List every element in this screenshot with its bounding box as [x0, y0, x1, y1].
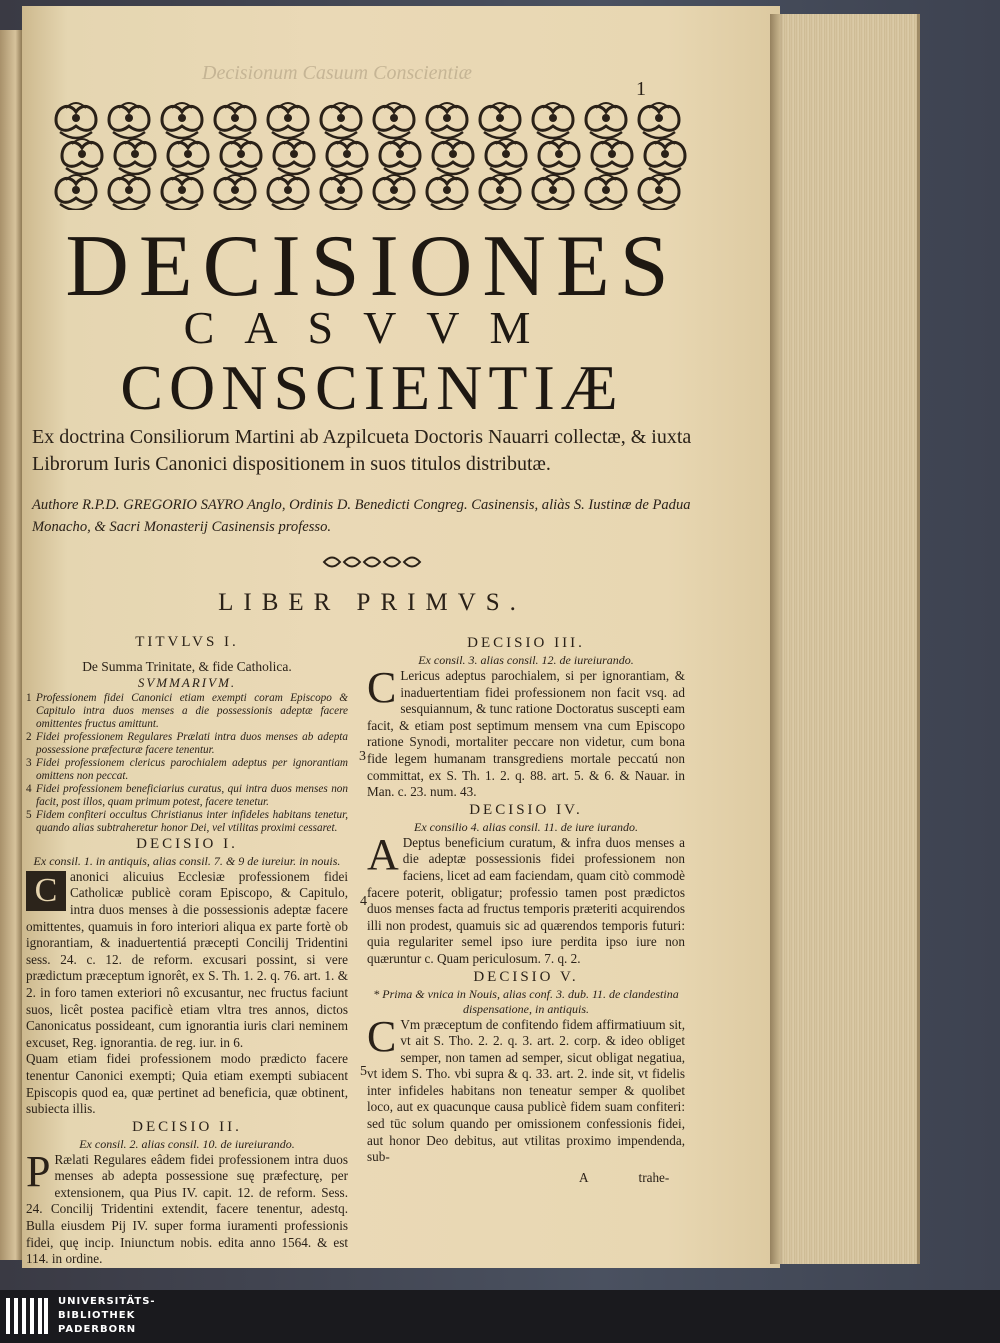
- decisio-4-text: A Deptus beneficium curatum, & infra duos menses a die adeptæ possessionis fidei professionem non faciens, licet ad eam faciendam, quam citò commodè facere poterit, obligatur; professio tamen post prædictos duos menses facta ad fructus temporis præteriti acquirendos illi non prodest, quamuis sic ad quærendos temporis futuri: quia regulariter semel ipso iure perdita ipso iure non quæruntur c. Quam periculosum. 7. q. 2.: [367, 829, 685, 966]
- book-page: [22, 6, 780, 1268]
- summary-item: 2 Fidei professionem Regulares Prælati intra duos menses ab adepta possessione præfecturæ facere tenentur.: [26, 730, 348, 756]
- dropcap: A: [367, 829, 399, 879]
- title-line-casuum: CASVVM: [183, 302, 561, 353]
- title-line-conscientiae: CONSCIENTIÆ: [120, 352, 624, 423]
- left-column: [26, 634, 348, 1268]
- ornament-band-icon: [52, 100, 692, 210]
- decisio-4-heading: DECISIO IV.: [469, 801, 583, 818]
- decisio-3-text: C Lericus adeptus parochialem, si per ignorantiam, & inaduertentiam fidei professionem non facit vsq. ad sesquiannum, & tunc ratione Doctoratus suscepti eam facit, & etiam post septimum mensem vna cum Episcopo ratione Synodi, mortaliter peccare non videtur, cum bona fide legem humanam transgrediens mortale peccatú non committat, ex S. Th. 1. 2. q. 88. art. 5. & 6. & Nauar. in Man. c. 23. num. 43.: [367, 663, 685, 800]
- dropcap: C: [26, 871, 66, 911]
- library-name-line3: PADERBORN: [58, 1324, 137, 1335]
- decisio-5-heading: DECISIO V.: [473, 968, 579, 985]
- decisio-2-source: Ex consil. 2. alias consil. 10. de iureiurando.: [79, 1136, 295, 1151]
- bleed-through-header: Decisionum Casuum Conscientiæ: [202, 62, 472, 84]
- fleuron-icon: [322, 553, 422, 571]
- library-name-line1: UNIVERSITÄTS-: [58, 1296, 156, 1307]
- decisio-2-heading: DECISIO II.: [132, 1118, 242, 1135]
- summary-item: 4 Fidei professionem beneficiarius curatus, qui intra duos menses non facit, post illos, quam primum potest, facere tenetur.: [26, 782, 348, 808]
- decisio-4-source: Ex consilio 4. alias consil. 11. de iure iurando.: [414, 819, 638, 834]
- margin-number: 3: [359, 749, 366, 764]
- decisio-3-source: Ex consil. 3. alias consil. 12. de iureiurando.: [418, 653, 634, 667]
- chapter-title: De Summa Trinitate, & fide Catholica.: [82, 658, 292, 674]
- library-name-line2: BIBLIOTHEK: [58, 1310, 136, 1321]
- decisio-1-heading: DECISIO I.: [136, 835, 238, 852]
- summarium-heading: SVMMARIVM.: [137, 675, 237, 691]
- library-logo-icon: [4, 1294, 50, 1338]
- decisio-2-text: P Rælati Regulares eâdem fidei professionem intra duos menses ab adepta possessione suę præfecturę, per extensionem, qua Pius IV. capit. 12. de reform. Sess. 24. Concilij Tridentini extendit, facere tenentur, adestq. Bulla eiusdem Pij IV. super forma iuramenti professionis fidei, quę incip. Iniunctum nobis. edita anno 1564. & est 114. in ordine.: [26, 1146, 348, 1267]
- page-edges-stack: [770, 14, 920, 1264]
- title-line-decisiones: DECISIONES: [65, 218, 679, 315]
- decisio-1-text: C anonici alicuius Ecclesiæ professionem fidei Catholicæ publicè coram Episcopo, & Capitulo, intra duos menses à die possessionis adeptæ facere omittentes, quamuis in foro interiori aliqua ex parte fortè ob ignorantiam, & inaduertentiá præcepti Concilij Tridentini sess. 24. c. 12. de reform. excusari possint, si vere prædictum præceptum ignorêt, ex S. Th. 1. 2. q. 76. art. 1. & 2. in foro tamen exteriori nô excusantur, nec fructus faciunt suos, licêt postea pacificè etiam vltra tres annos, dictos Canonicatus possideant, cum ignorantia iuris clari neminem excuset, Reg. ignorantia. de reg. iur. in 6.: [26, 868, 348, 1050]
- margin-number: 4: [360, 894, 367, 909]
- subtitle: Ex doctrina Consiliorum Martini ab Azpilcueta Doctoris Nauarri collectæ, & iuxta Librorum Iuris Canonici dispositionem in suos titulos distributæ.: [32, 426, 692, 475]
- titulus-heading: TITVLVS I.: [135, 634, 239, 650]
- signature-catchword: [579, 1170, 669, 1186]
- right-column: [367, 634, 685, 1166]
- decisio-1-source: Ex consil. 1. in antiquis, alias consil. 7. & 9 de iureiur. in nouis.: [33, 853, 341, 868]
- author-line: Authore R.P.D. GREGORIO SAYRO Anglo, Ordinis D. Benedicti Congreg. Casinensis, aliàs S. Iustinæ de Padua Monacho, & Sacri Monasterij Casinensis professo.: [32, 497, 691, 535]
- page-number: 1: [636, 78, 646, 100]
- dropcap: C: [367, 1011, 397, 1061]
- decisio-5-text: C Vm præceptum de confitendo fidem affirmatiuum sit, vt ait S. Tho. 2. 2. q. 3. art. 2. corp. & ideo obliget semper, non tamen ad semper, sicut obligat negatiua, vt idem S. Tho. vbi supra & q. 33. art. 2. inde sit, vt fidelis inter infideles habitans non teneatur semper & quolibet loco, aut ex quacunque causa publicè fidem suam confiteri: sed tūc solum quando per omissionem confessionis fidei, aut honor Deo debitus, aut vtilitas proximo impendenda, sub-: [367, 1011, 685, 1165]
- margin-number: 5: [360, 1064, 367, 1079]
- summary-item: 1 Professionem fidei Canonici etiam exempti coram Episcopo & Capitulo intra duos menses a die possessionis adeptæ facere omittentes fructus amittunt.: [26, 691, 348, 730]
- summary-item: 3 Fidei professionem clericus parochialem adeptus per ignorantiam omittens non peccat.: [26, 756, 348, 782]
- gutter-shadow: [770, 14, 784, 1264]
- dropcap: C: [367, 663, 397, 712]
- dropcap: P: [26, 1146, 51, 1196]
- summary-item: 5 Fidem confiteri occultus Christianus inter infideles habitans tenetur, quando alias subtraheretur honor Dei, vel vtilitas proximi cessaret.: [26, 808, 348, 834]
- decisio-5-source: * Prima & vnica in Nouis, alias conf. 3. dub. 11. de clandestina dispensatione, in antiquis.: [373, 986, 679, 1016]
- catchword: trahe-: [638, 1170, 670, 1185]
- book-heading: LIBER PRIMVS.: [218, 589, 526, 616]
- decisio-1-text-2: Quam etiam fidei professionem modo prædicto facere tenentur Canonici exempti; Quia etiam exempti subiacent Episcopis quod ea, quæ pertinet ad beneficia, quæ obtinent, subiecta illis.: [26, 1051, 348, 1117]
- facing-page-edge: [0, 30, 22, 1260]
- signature-mark: A: [579, 1170, 589, 1185]
- decisio-3-heading: DECISIO III.: [467, 635, 585, 651]
